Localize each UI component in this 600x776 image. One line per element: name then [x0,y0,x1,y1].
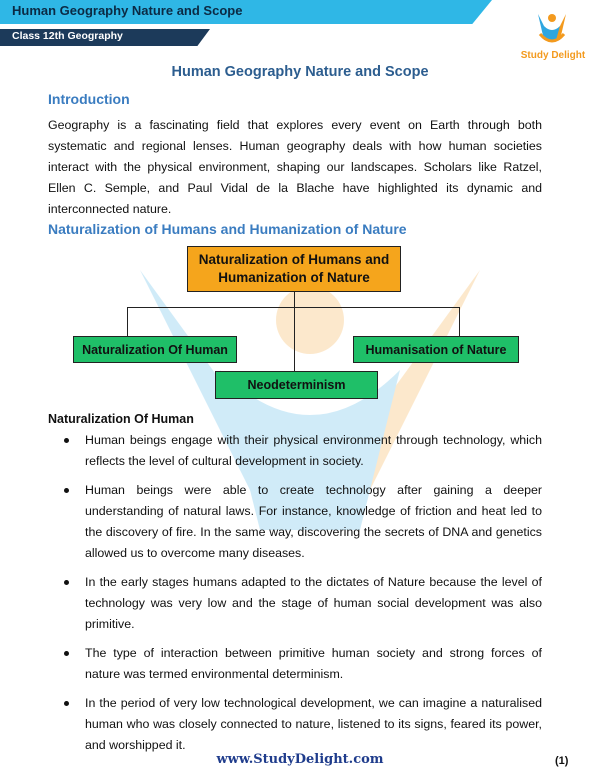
page-number: (1) [555,755,569,767]
diagram-connector [127,307,128,336]
diagram-left-node: Naturalization Of Human [73,336,237,363]
diagram-connector [294,292,295,307]
subheading-naturalization-of-human: Naturalization Of Human [48,412,194,426]
diagram-connector [459,307,460,336]
diagram-right-node: Humanisation of Nature [353,336,519,363]
list-item: The type of interaction between primitive human society and strong forces of nature was termed environmental determinism. [64,643,542,685]
page-title: Human Geography Nature and Scope [171,64,429,80]
diagram-top-node: Naturalization of Humans and Humanization of Nature [187,246,401,292]
header-title: Human Geography Nature and Scope [12,3,243,18]
introduction-heading: Introduction [48,91,130,107]
introduction-text: Geography is a fascinating field that explores every event on Earth through both systematic and regional lenses. Human geography deals with how human societies interact with the physical environment, shaping our landscapes. Scholars like Ratzel, Ellen C. Semple, and Paul Vidal de la Blache have highlighted its dynamic and interconnected nature. [48,118,542,216]
footer-website-link[interactable]: www.StudyDelight.com [216,752,384,767]
diagram-connector [294,307,295,371]
list-item: In the early stages humans adapted to the dictates of Nature because the level of technology was very low and the stage of human social development was also primitive. [64,572,542,635]
section-heading-naturalization: Naturalization of Humans and Humanization of Nature [48,221,407,237]
brand-name: Study Delight [520,50,586,61]
diagram-bottom-node: Neodeterminism [215,371,378,399]
list-item: In the period of very low technological development, we can imagine a naturalised human who was closely connected to nature, listened to its signs, feared its power, and worshipped it. [64,693,542,756]
list-item: Human beings were able to create technology after gaining a deeper understanding of natural laws. For instance, knowledge of friction and heat led to the discovery of fire. In the same way, discovering the secrets of DNA and genetics allowed us to overcome many diseases. [64,480,542,564]
list-item: Human beings engage with their physical environment through technology, which reflects the level of cultural development in society. [64,430,542,472]
header-subtitle: Class 12th Geography [12,30,123,42]
naturalization-bullet-list [64,430,542,764]
